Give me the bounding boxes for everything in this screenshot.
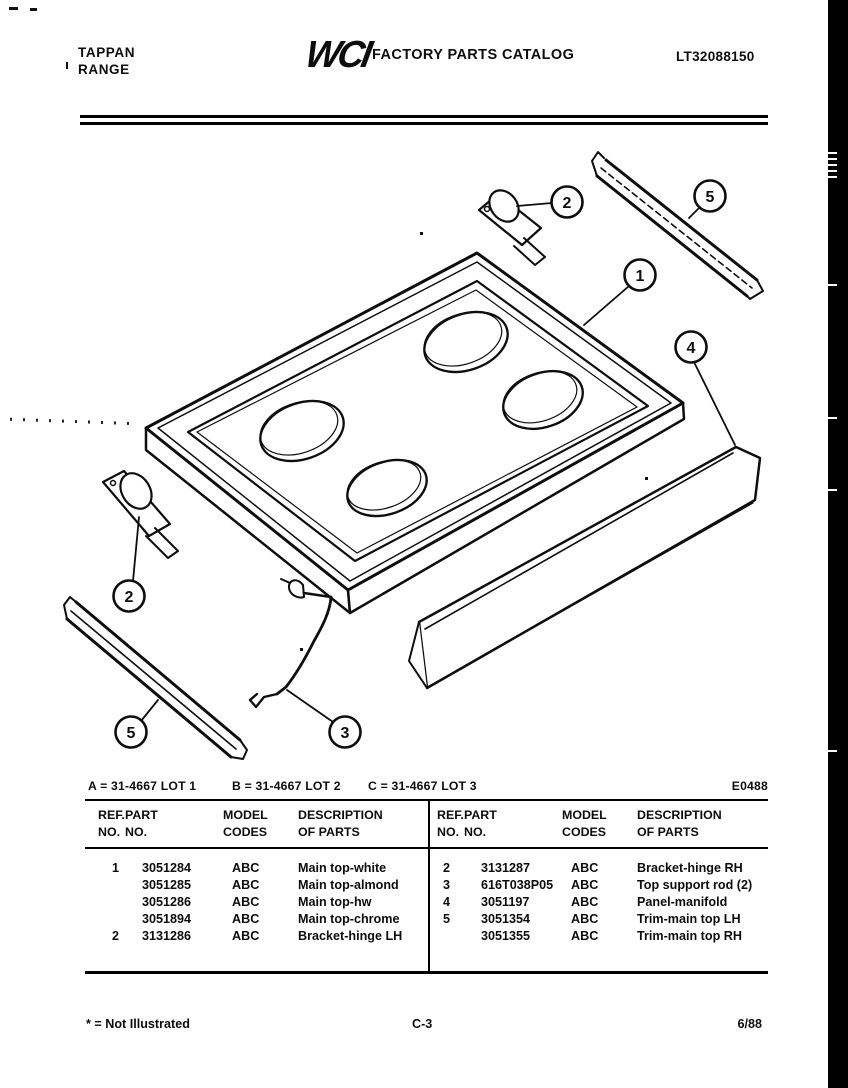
- scan-tick: [828, 164, 837, 166]
- leader-5-top: [689, 207, 700, 218]
- wci-logo: WCI: [302, 33, 373, 76]
- cell-model: ABC: [232, 928, 260, 943]
- scan-tick: [828, 750, 837, 752]
- cell-ref: 2: [443, 861, 451, 875]
- scan-tick: [828, 152, 837, 154]
- scan-speck: [66, 62, 68, 69]
- hinge-bracket-part-top: [479, 185, 545, 265]
- cell-part: 3051354: [481, 911, 531, 926]
- col-header-desc: DESCRIPTION OF PARTS: [298, 808, 383, 839]
- cell-ref: 3: [443, 877, 451, 892]
- cell-model: ABC: [232, 894, 260, 909]
- cell-ref: 1: [112, 861, 120, 875]
- cell-part: 3051286: [142, 894, 192, 909]
- hinge-bracket-part-left: [103, 467, 178, 558]
- date-code: 6/88: [737, 1017, 762, 1031]
- leader-5-bottom: [141, 700, 158, 721]
- cell-desc: Top support rod (2): [637, 877, 753, 892]
- svg-text:5: 5: [705, 189, 715, 206]
- cell-desc: Main top-chrome: [298, 911, 400, 926]
- table-row: [98, 878, 430, 895]
- table-bottom-rule: [85, 971, 768, 974]
- cell-desc: Bracket-hinge RH: [637, 861, 743, 875]
- table-row: [437, 878, 769, 895]
- parts-table-header-left: [98, 807, 430, 840]
- col-header-desc: DESCRIPTION OF PARTS: [637, 808, 722, 839]
- scan-tick: [828, 158, 837, 160]
- support-rod-part: [250, 579, 331, 707]
- scan-speck: [30, 8, 37, 11]
- cell-part: 616T038P05: [481, 877, 554, 892]
- table-row: [437, 895, 769, 912]
- col-header-ref: REF. NO.: [437, 808, 464, 839]
- cell-model: ABC: [571, 877, 599, 892]
- callout-1: [625, 260, 656, 291]
- table-header-rule: [85, 847, 768, 849]
- scan-tick: [828, 417, 837, 419]
- leader-4: [694, 362, 735, 445]
- catalog-title: FACTORY PARTS CATALOG: [372, 47, 575, 63]
- cell-ref: [437, 929, 481, 946]
- page-number: C-3: [412, 1017, 433, 1031]
- table-row: [437, 929, 769, 946]
- col-header-model: MODEL CODES: [223, 808, 268, 839]
- cell-desc: Bracket-hinge LH: [298, 928, 403, 943]
- callout-5-bottom: [116, 717, 147, 748]
- cell-part: 3051894: [142, 911, 192, 926]
- cell-part: 3131286: [142, 928, 192, 943]
- table-row: [98, 912, 430, 929]
- lot-code-c: C = 31-4667 LOT 3: [368, 779, 477, 793]
- svg-text:3: 3: [340, 725, 350, 742]
- cell-model: ABC: [232, 911, 260, 926]
- brand-line-1: TAPPAN: [78, 45, 136, 60]
- cell-model: ABC: [232, 861, 260, 875]
- parts-table-right: [437, 861, 769, 945]
- cell-ref: [98, 878, 142, 895]
- parts-table-left: [98, 861, 430, 945]
- cell-model: ABC: [571, 928, 599, 943]
- cell-part: 3051355: [481, 928, 531, 943]
- lot-code-a: A = 31-4667 LOT 1: [88, 779, 197, 793]
- scan-speck: [300, 648, 303, 651]
- svg-text:2: 2: [124, 589, 134, 606]
- svg-text:4: 4: [686, 340, 696, 357]
- leader-2-top: [517, 203, 552, 206]
- parts-table-header-right: [437, 807, 769, 840]
- cell-model: ABC: [232, 877, 260, 892]
- cell-ref: 2: [112, 928, 120, 943]
- lot-code-b: B = 31-4667 LOT 2: [232, 779, 341, 793]
- svg-text:2: 2: [562, 195, 572, 212]
- cell-part: 3051197: [481, 894, 530, 909]
- callout-3: [330, 717, 361, 748]
- cell-part: 3051284: [142, 861, 192, 875]
- trim-strip-part-bottomleft: [64, 597, 247, 759]
- leader-3: [287, 690, 333, 722]
- col-header-ref: REF. NO.: [98, 808, 125, 839]
- cell-desc: Main top-white: [298, 861, 387, 875]
- leader-1: [584, 286, 629, 325]
- scan-tick: [828, 170, 837, 172]
- cell-part: 3131287: [481, 861, 531, 875]
- cell-model: ABC: [571, 861, 599, 875]
- cell-ref: [98, 912, 142, 929]
- cell-ref: [98, 895, 142, 912]
- callout-2-top: [552, 187, 583, 218]
- scan-speck: [645, 477, 648, 480]
- table-row: [98, 861, 430, 878]
- cell-ref: 5: [443, 911, 451, 926]
- callout-4: [676, 332, 707, 363]
- edition-code: E0488: [731, 779, 768, 793]
- trim-strip-part-topright: [592, 152, 763, 299]
- cell-ref: 4: [443, 894, 451, 909]
- scan-speck: [420, 232, 423, 235]
- cell-desc: Trim-main top LH: [637, 911, 741, 926]
- callout-2-left: [114, 581, 145, 612]
- not-illustrated-note: * = Not Illustrated: [86, 1017, 190, 1031]
- col-header-part: PART NO.: [125, 808, 158, 839]
- col-header-part: PART NO.: [464, 808, 497, 839]
- table-top-rule: [85, 799, 768, 801]
- callout-5-top: [695, 181, 726, 212]
- cell-desc: Main top-almond: [298, 877, 399, 892]
- cell-desc: Trim-main top RH: [637, 928, 742, 943]
- svg-text:1: 1: [635, 268, 645, 285]
- cell-model: ABC: [571, 894, 599, 909]
- table-row: [437, 912, 769, 929]
- col-header-model: MODEL CODES: [562, 808, 607, 839]
- document-number: LT32088150: [676, 49, 755, 64]
- scan-speck: [9, 7, 18, 10]
- table-row: [98, 895, 430, 912]
- cell-desc: Main top-hw: [298, 894, 372, 909]
- scan-tick: [828, 176, 837, 178]
- brand-line-2: RANGE: [78, 62, 130, 77]
- table-row: [98, 929, 430, 946]
- leader-2-left: [133, 517, 139, 581]
- scan-tick: [828, 284, 837, 286]
- table-row: [437, 861, 769, 878]
- scan-tick: [828, 489, 837, 491]
- cell-model: ABC: [571, 911, 599, 926]
- cell-desc: Panel-manifold: [637, 894, 728, 909]
- svg-text:5: 5: [126, 725, 136, 742]
- cell-part: 3051285: [142, 877, 192, 892]
